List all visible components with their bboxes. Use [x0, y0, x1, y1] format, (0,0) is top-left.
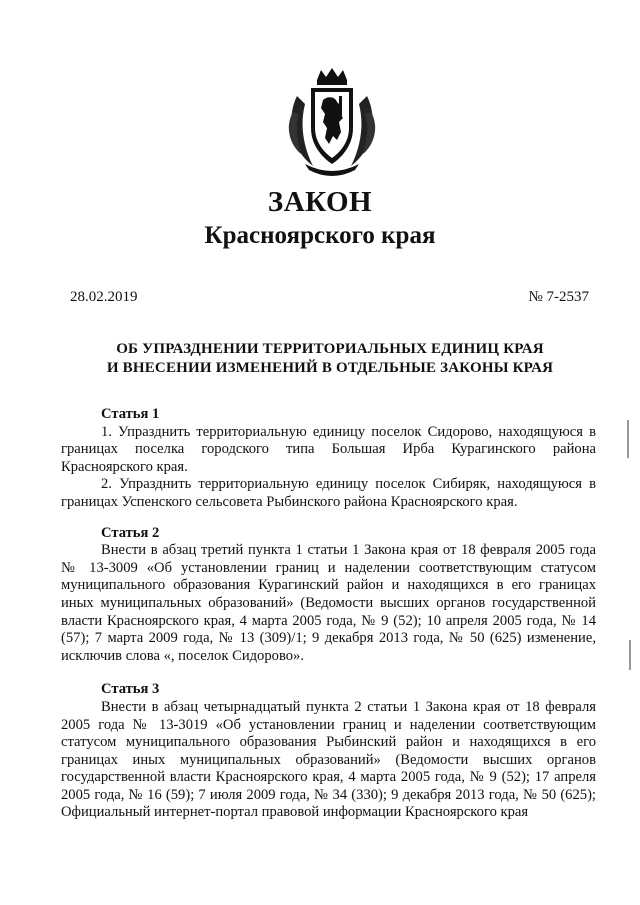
document-body — [61, 406, 596, 822]
article-3 — [61, 681, 596, 822]
coat-of-arms-icon — [283, 66, 381, 178]
article-paragraph: Внести в абзац четырнадцатый пункта 2 статьи 1 Закона края от 18 февраля 2005 года № 13-3019 «Об установлении границ и наделении соответствующим статусом муниципального образования Рыбинский район и находящихся в его границах иных муниципальных образований» (Ведомости высших органов государственной власти Красноярского края, 4 марта 2005 года, № 9 (52); 17 апреля 2005 года, № 16 (59); 7 июля 2009 года, № 34 (330); 9 декабря 2013 года, № 50 (625); Официальный интернет-портал правовой информации Красноярского края — [61, 698, 596, 821]
scan-edge-mark — [629, 640, 631, 670]
article-paragraph: 1. Упразднить территориальную единицу поселок Сидорово, находящуюся в границах поселка городского типа Большая Ирба Курагинского района Красноярского края. — [61, 423, 596, 475]
law-heading-line-2: И ВНЕСЕНИИ ИЗМЕНЕНИЙ В ОТДЕЛЬНЫЕ ЗАКОНЫ КРАЯ — [106, 360, 554, 376]
scan-edge-mark — [627, 420, 629, 458]
article-1 — [61, 406, 596, 512]
law-heading — [60, 340, 600, 378]
law-heading-line-1: ОБ УПРАЗДНЕНИИ ТЕРРИТОРИАЛЬНЫХ ЕДИНИЦ КРАЯ — [116, 341, 544, 357]
article-2 — [61, 525, 596, 666]
article-title: Статья 1 — [101, 406, 160, 422]
article-title: Статья 3 — [101, 681, 160, 698]
article-paragraph: 2. Упразднить территориальную единицу поселок Сибиряк, находящуюся в границах Успенского сельсовета Рыбинского района Красноярского края. — [61, 476, 596, 510]
article-paragraph: Внести в абзац третий пункта 1 статьи 1 Закона края от 18 февраля 2005 года № 13-3009 «Об установлении границ и наделении соответствующим статусом муниципального образования Курагинский район и находящихся в его границах иных муниципальных образований» (Ведомости высших органов государственной власти Красноярского края, 4 марта 2005 года, № 9 (52); 10 апреля 2005 года, № 14 (57); 7 марта 2009 года, № 13 (309)/1; 9 декабря 2013 года, № 50 (625) изменение, исключив слова «, поселок Сидорово». — [61, 542, 596, 664]
document-date: 28.02.2019 — [70, 289, 138, 305]
document-title: ЗАКОН — [267, 186, 373, 218]
article-title: Статья 2 — [101, 524, 160, 541]
document-number: № 7-2537 — [528, 289, 589, 305]
document-subtitle: Красноярского края — [204, 222, 436, 249]
